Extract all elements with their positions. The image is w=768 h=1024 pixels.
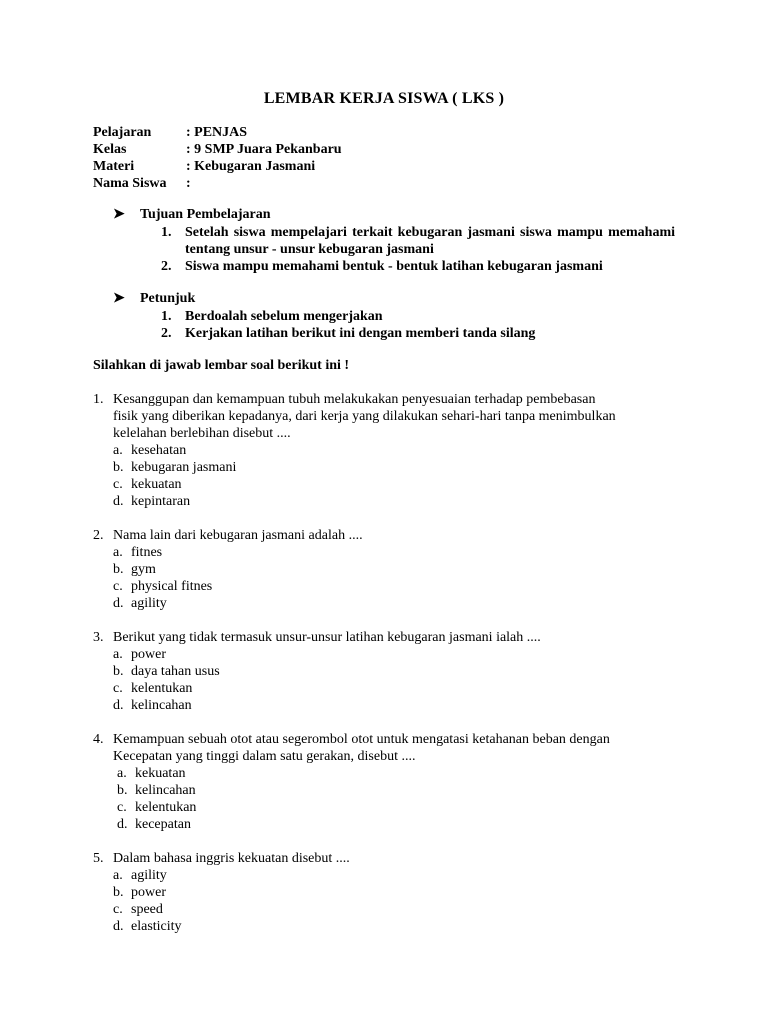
question-row: [93, 731, 693, 765]
section-heading: [93, 290, 675, 308]
section-heading-text: Petunjuk: [140, 291, 196, 306]
answer-option[interactable]: [113, 493, 693, 510]
option-letter: a.: [113, 868, 123, 883]
answer-option[interactable]: [113, 867, 693, 884]
list-item: [161, 224, 675, 258]
item-number: 1.: [161, 225, 172, 240]
info-row-nama-siswa: [93, 175, 342, 192]
option-text: elasticity: [131, 919, 182, 934]
question-2: [93, 527, 693, 612]
option-letter: b.: [117, 783, 128, 798]
answer-option[interactable]: [113, 459, 693, 476]
item-text: Siswa mampu memahami bentuk - bentuk latihan kebugaran jasmani: [185, 259, 603, 274]
arrow-bullet-icon: ➤: [113, 207, 125, 222]
option-text: kelincahan: [135, 783, 196, 798]
question-row: [93, 629, 693, 646]
question-number: 1.: [93, 392, 104, 407]
question-line: Nama lain dari kebugaran jasmani adalah ....: [113, 528, 363, 543]
question-list: [93, 391, 693, 952]
option-text: kekuatan: [135, 766, 186, 781]
question-number: 2.: [93, 528, 104, 543]
option-letter: c.: [113, 579, 123, 594]
info-label: Nama Siswa: [93, 176, 167, 191]
question-number: 4.: [93, 732, 104, 747]
option-text: kelentukan: [131, 681, 193, 696]
option-text: kelincahan: [131, 698, 192, 713]
answer-option[interactable]: [113, 901, 693, 918]
option-letter: c.: [117, 800, 127, 815]
item-number: 2.: [161, 259, 172, 274]
item-text: Setelah siswa mempelajari terkait kebugaran jasmani siswa mampu memahami tentang unsur - unsur kebugaran jasmani: [185, 225, 675, 257]
option-text: power: [131, 885, 166, 900]
question-row: [93, 391, 693, 442]
question-text: [113, 527, 693, 544]
option-letter: b.: [113, 562, 124, 577]
question-3: [93, 629, 693, 714]
question-number: 3.: [93, 630, 104, 645]
answer-option[interactable]: [117, 816, 693, 833]
answer-option[interactable]: [117, 765, 693, 782]
student-info: [93, 124, 342, 192]
option-letter: d.: [117, 817, 128, 832]
option-text: kebugaran jasmani: [131, 460, 237, 475]
section-heading-text: Tujuan Pembelajaran: [140, 207, 271, 222]
option-text: power: [131, 647, 166, 662]
option-letter: c.: [113, 681, 123, 696]
question-1: [93, 391, 693, 510]
question-line: kelelahan berlebihan disebut ....: [113, 426, 291, 441]
question-row: [93, 527, 693, 544]
answer-option[interactable]: [117, 782, 693, 799]
answer-option[interactable]: [113, 595, 693, 612]
question-text: [113, 850, 693, 867]
option-text: agility: [131, 868, 167, 883]
answer-option[interactable]: [113, 884, 693, 901]
arrow-bullet-icon: ➤: [113, 291, 125, 306]
option-text: agility: [131, 596, 167, 611]
info-label: Materi: [93, 159, 135, 174]
section-heading: [93, 206, 675, 224]
question-line: Kecepatan yang tinggi dalam satu gerakan, disebut ....: [113, 749, 416, 764]
section-tujuan-pembelajaran: [93, 206, 675, 275]
option-text: kecepatan: [135, 817, 191, 832]
option-letter: b.: [113, 664, 124, 679]
info-row-pelajaran: [93, 124, 342, 141]
answer-option[interactable]: [113, 697, 693, 714]
answer-option[interactable]: [113, 561, 693, 578]
answer-options: [117, 765, 693, 833]
option-letter: c.: [113, 902, 123, 917]
instruction-text: Silahkan di jawab lembar soal berikut ini !: [93, 358, 350, 373]
info-label: Kelas: [93, 142, 127, 157]
option-letter: d.: [113, 596, 124, 611]
question-4: [93, 731, 693, 833]
list-item: [161, 308, 675, 325]
info-row-kelas: [93, 141, 342, 158]
info-value: : Kebugaran Jasmani: [186, 159, 316, 174]
info-label: Pelajaran: [93, 125, 152, 140]
option-letter: d.: [113, 698, 124, 713]
answer-option[interactable]: [117, 799, 693, 816]
answer-option[interactable]: [113, 680, 693, 697]
question-line: fisik yang diberikan kepadanya, dari kerja yang dilakukan sehari-hari tanpa menimbulkan: [113, 409, 616, 424]
option-letter: b.: [113, 460, 124, 475]
item-number: 1.: [161, 309, 172, 324]
page-title: LEMBAR KERJA SISWA ( LKS ): [263, 90, 505, 107]
option-letter: a.: [113, 647, 123, 662]
question-5: [93, 850, 693, 935]
option-letter: d.: [113, 919, 124, 934]
question-line: Kesanggupan dan kemampuan tubuh melakukakan penyesuaian terhadap pembebasan: [113, 392, 596, 407]
answer-options: [113, 442, 693, 510]
option-text: speed: [131, 902, 163, 917]
section-petunjuk: [93, 290, 675, 342]
answer-option[interactable]: [113, 442, 693, 459]
section-list: [161, 224, 675, 275]
list-item: [161, 325, 675, 342]
question-text: [113, 629, 693, 646]
info-value: :: [186, 176, 191, 191]
option-text: kepintaran: [131, 494, 191, 509]
answer-option[interactable]: [113, 544, 693, 561]
option-text: kekuatan: [131, 477, 182, 492]
answer-options: [113, 544, 693, 612]
question-row: [93, 850, 693, 867]
item-text: Berdoalah sebelum mengerjakan: [185, 309, 383, 324]
question-line: Dalam bahasa inggris kekuatan disebut ....: [113, 851, 350, 866]
info-value: : 9 SMP Juara Pekanbaru: [186, 142, 342, 157]
option-text: gym: [131, 562, 156, 577]
option-text: kesehatan: [131, 443, 187, 458]
option-letter: d.: [113, 494, 124, 509]
answer-option[interactable]: [113, 578, 693, 595]
option-text: kelentukan: [135, 800, 197, 815]
answer-options: [113, 646, 693, 714]
question-line: Berikut yang tidak termasuk unsur-unsur latihan kebugaran jasmani ialah ....: [113, 630, 541, 645]
option-letter: a.: [113, 545, 123, 560]
option-text: physical fitnes: [131, 579, 213, 594]
option-text: daya tahan usus: [131, 664, 220, 679]
answer-option[interactable]: [113, 918, 693, 935]
list-item: [161, 258, 675, 275]
question-text: [113, 731, 693, 765]
option-letter: c.: [113, 477, 123, 492]
answer-options: [113, 867, 693, 935]
answer-option[interactable]: [113, 646, 693, 663]
option-text: fitnes: [131, 545, 163, 560]
question-line: Kemampuan sebuah otot atau segerombol otot untuk mengatasi ketahanan beban dengan: [113, 732, 610, 747]
question-text: [113, 391, 693, 442]
answer-option[interactable]: [113, 663, 693, 680]
option-letter: a.: [113, 443, 123, 458]
question-number: 5.: [93, 851, 104, 866]
answer-option[interactable]: [113, 476, 693, 493]
option-letter: a.: [117, 766, 127, 781]
item-text: Kerjakan latihan berikut ini dengan memberi tanda silang: [185, 326, 536, 341]
section-list: [161, 308, 675, 342]
info-row-materi: [93, 158, 342, 175]
item-number: 2.: [161, 326, 172, 341]
info-value: : PENJAS: [186, 125, 248, 140]
option-letter: b.: [113, 885, 124, 900]
